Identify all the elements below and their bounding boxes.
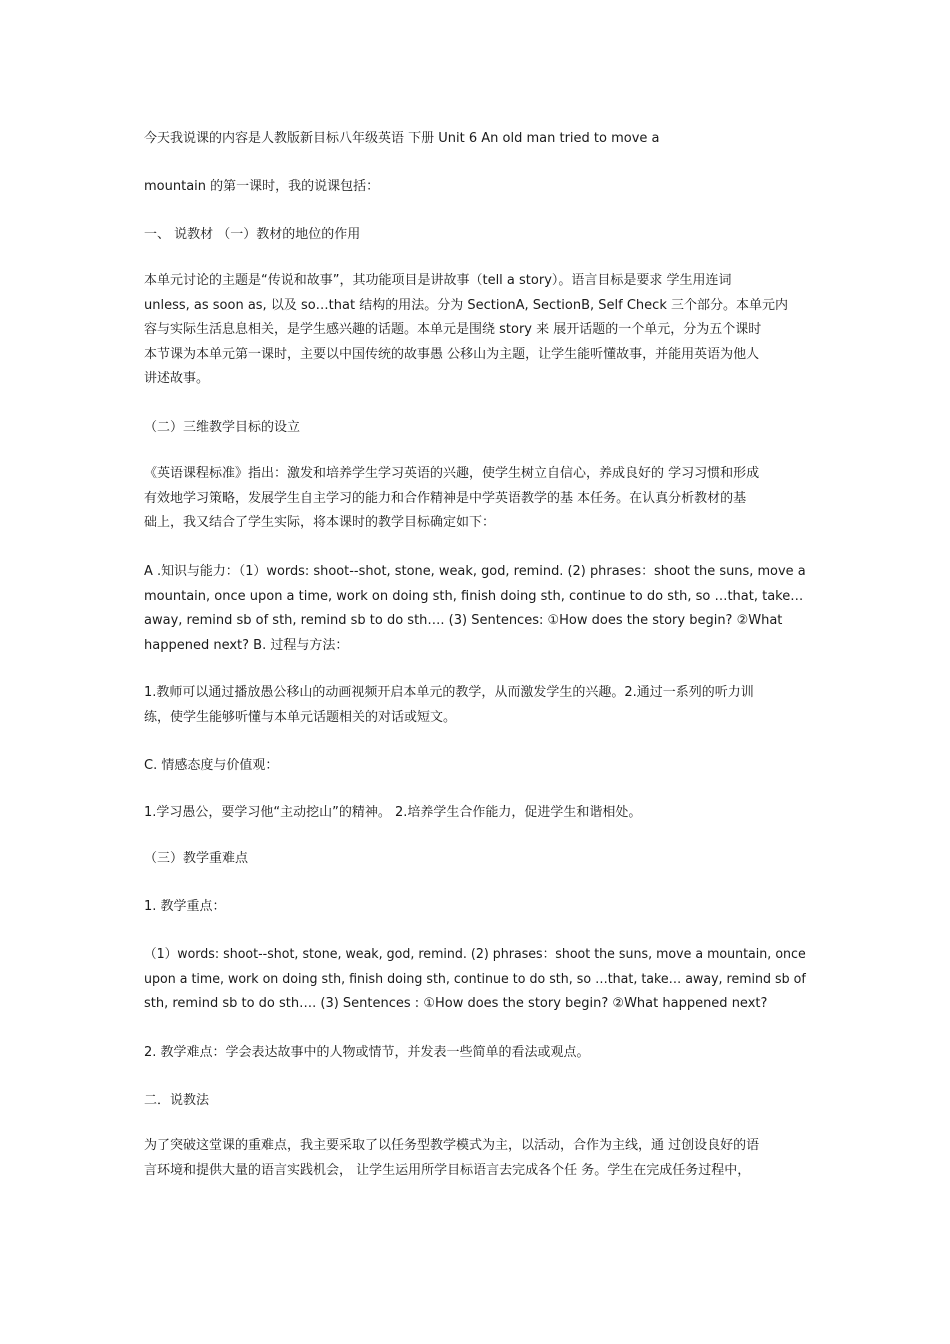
- text-line: C. 情感态度与价值观：: [144, 758, 279, 773]
- paragraph-teaching-method: [144, 1134, 806, 1183]
- paragraph-knowledge-skills: [144, 560, 806, 658]
- text-line: 今天我说课的内容是人教版新目标八年级英语 下册 Unit 6 An old man tried to move a: [144, 131, 660, 146]
- text-line: 言环境和提供大量的语言实践机会， 让学生运用所学目标语言去完成各个任 务。学生在完成任务过程中，: [144, 1162, 751, 1178]
- text-line: sth, remind sb to do sth…. (3) Sentences : ①How does the story begin? ②What happened next?: [144, 996, 768, 1012]
- teaching-method-heading: [144, 1089, 806, 1114]
- text-line: A .知识与能力：（1）words: shoot--shot, stone, weak, god, remind. (2) phrases：shoot the suns, move a: [144, 564, 806, 579]
- text-line: upon a time, work on doing sth, finish doing sth, continue to do sth, so …that, take… away, remind sb of: [144, 971, 806, 987]
- text-line: （1）words: shoot--shot, stone, weak, god, remind. (2) phrases：shoot the suns, move a mountain, once: [144, 947, 806, 962]
- key-points-heading: [144, 895, 806, 920]
- paragraph-curriculum: [144, 462, 806, 536]
- text-line: （二）三维教学目标的设立: [144, 420, 301, 435]
- paragraph-key-points: [144, 943, 806, 1017]
- text-line: 本单元讨论的主题是“传说和故事”，其功能项目是讲故事（tell a story）。语言目标是要求 学生用连词: [144, 273, 732, 288]
- text-line: 1. 教学重点：: [144, 899, 226, 914]
- text-line: 一、 说教材 （一）教材的地位的作用: [144, 227, 361, 242]
- paragraph-emotion: [144, 801, 806, 826]
- text-line: unless, as soon as, 以及 so…that 结构的用法。分为 SectionA, SectionB, Self Check 三个部分。本单元内: [144, 297, 788, 313]
- intro-line-1: [144, 127, 806, 152]
- text-line: 1.教师可以通过播放愚公移山的动画视频开启本单元的教学，从而激发学生的兴趣。2.通过一系列的听力训: [144, 685, 754, 700]
- text-line: away, remind sb of sth, remind sb to do sth…. (3) Sentences: ①How does the story begin? ②What: [144, 613, 783, 629]
- text-line: 有效地学习策略，发展学生自主学习的能力和合作精神是中学英语教学的基 本任务。在认真分析教材的基: [144, 490, 747, 506]
- text-line: 2. 教学难点：学会表达故事中的人物或情节，并发表一些简单的看法或观点。: [144, 1045, 590, 1060]
- text-line: 为了突破这堂课的重难点，我主要采取了以任务型教学模式为主，以活动，合作为主线，通 过创设良好的语: [144, 1138, 760, 1153]
- paragraph-process-methods: [144, 681, 806, 730]
- text-line: （三）教学重难点: [144, 851, 249, 866]
- text-line: 1.学习愚公，要学习他“主动挖山”的精神。 2.培养学生合作能力，促进学生和谐相处。: [144, 805, 642, 820]
- emotion-heading: [144, 754, 806, 779]
- section-3-heading: [144, 847, 806, 872]
- text-line: mountain 的第一课时，我的说课包括：: [144, 179, 380, 194]
- text-line: 容与实际生活息息相关，是学生感兴趣的话题。本单元是围绕 story 来 展开话题的一个单元，分为五个课时: [144, 322, 762, 338]
- text-line: 《英语课程标准》指出：激发和培养学生学习英语的兴趣，使学生树立自信心，养成良好的 学习习惯和形成: [144, 466, 760, 481]
- text-line: 二．说教法: [144, 1093, 210, 1108]
- intro-line-2: [144, 175, 806, 200]
- text-line: happened next? B. 过程与方法：: [144, 637, 349, 653]
- text-line: mountain, once upon a time, work on doing sth, finish doing sth, continue to do sth, so …that, take…: [144, 588, 804, 604]
- section-1-heading: [144, 223, 806, 248]
- section-2-heading: [144, 416, 806, 441]
- paragraph-unit-overview: [144, 269, 806, 392]
- paragraph-difficulties: [144, 1041, 806, 1066]
- text-line: 础上，我又结合了学生实际，将本课时的教学目标确定如下：: [144, 515, 496, 531]
- text-line: 讲述故事。: [144, 371, 210, 387]
- text-line: 练，使学生能够听懂与本单元话题相关的对话或短文。: [144, 709, 457, 725]
- text-line: 本节课为本单元第一课时，主要以中国传统的故事愚 公移山为主题，让学生能听懂故事，并能用英语为他人: [144, 346, 760, 362]
